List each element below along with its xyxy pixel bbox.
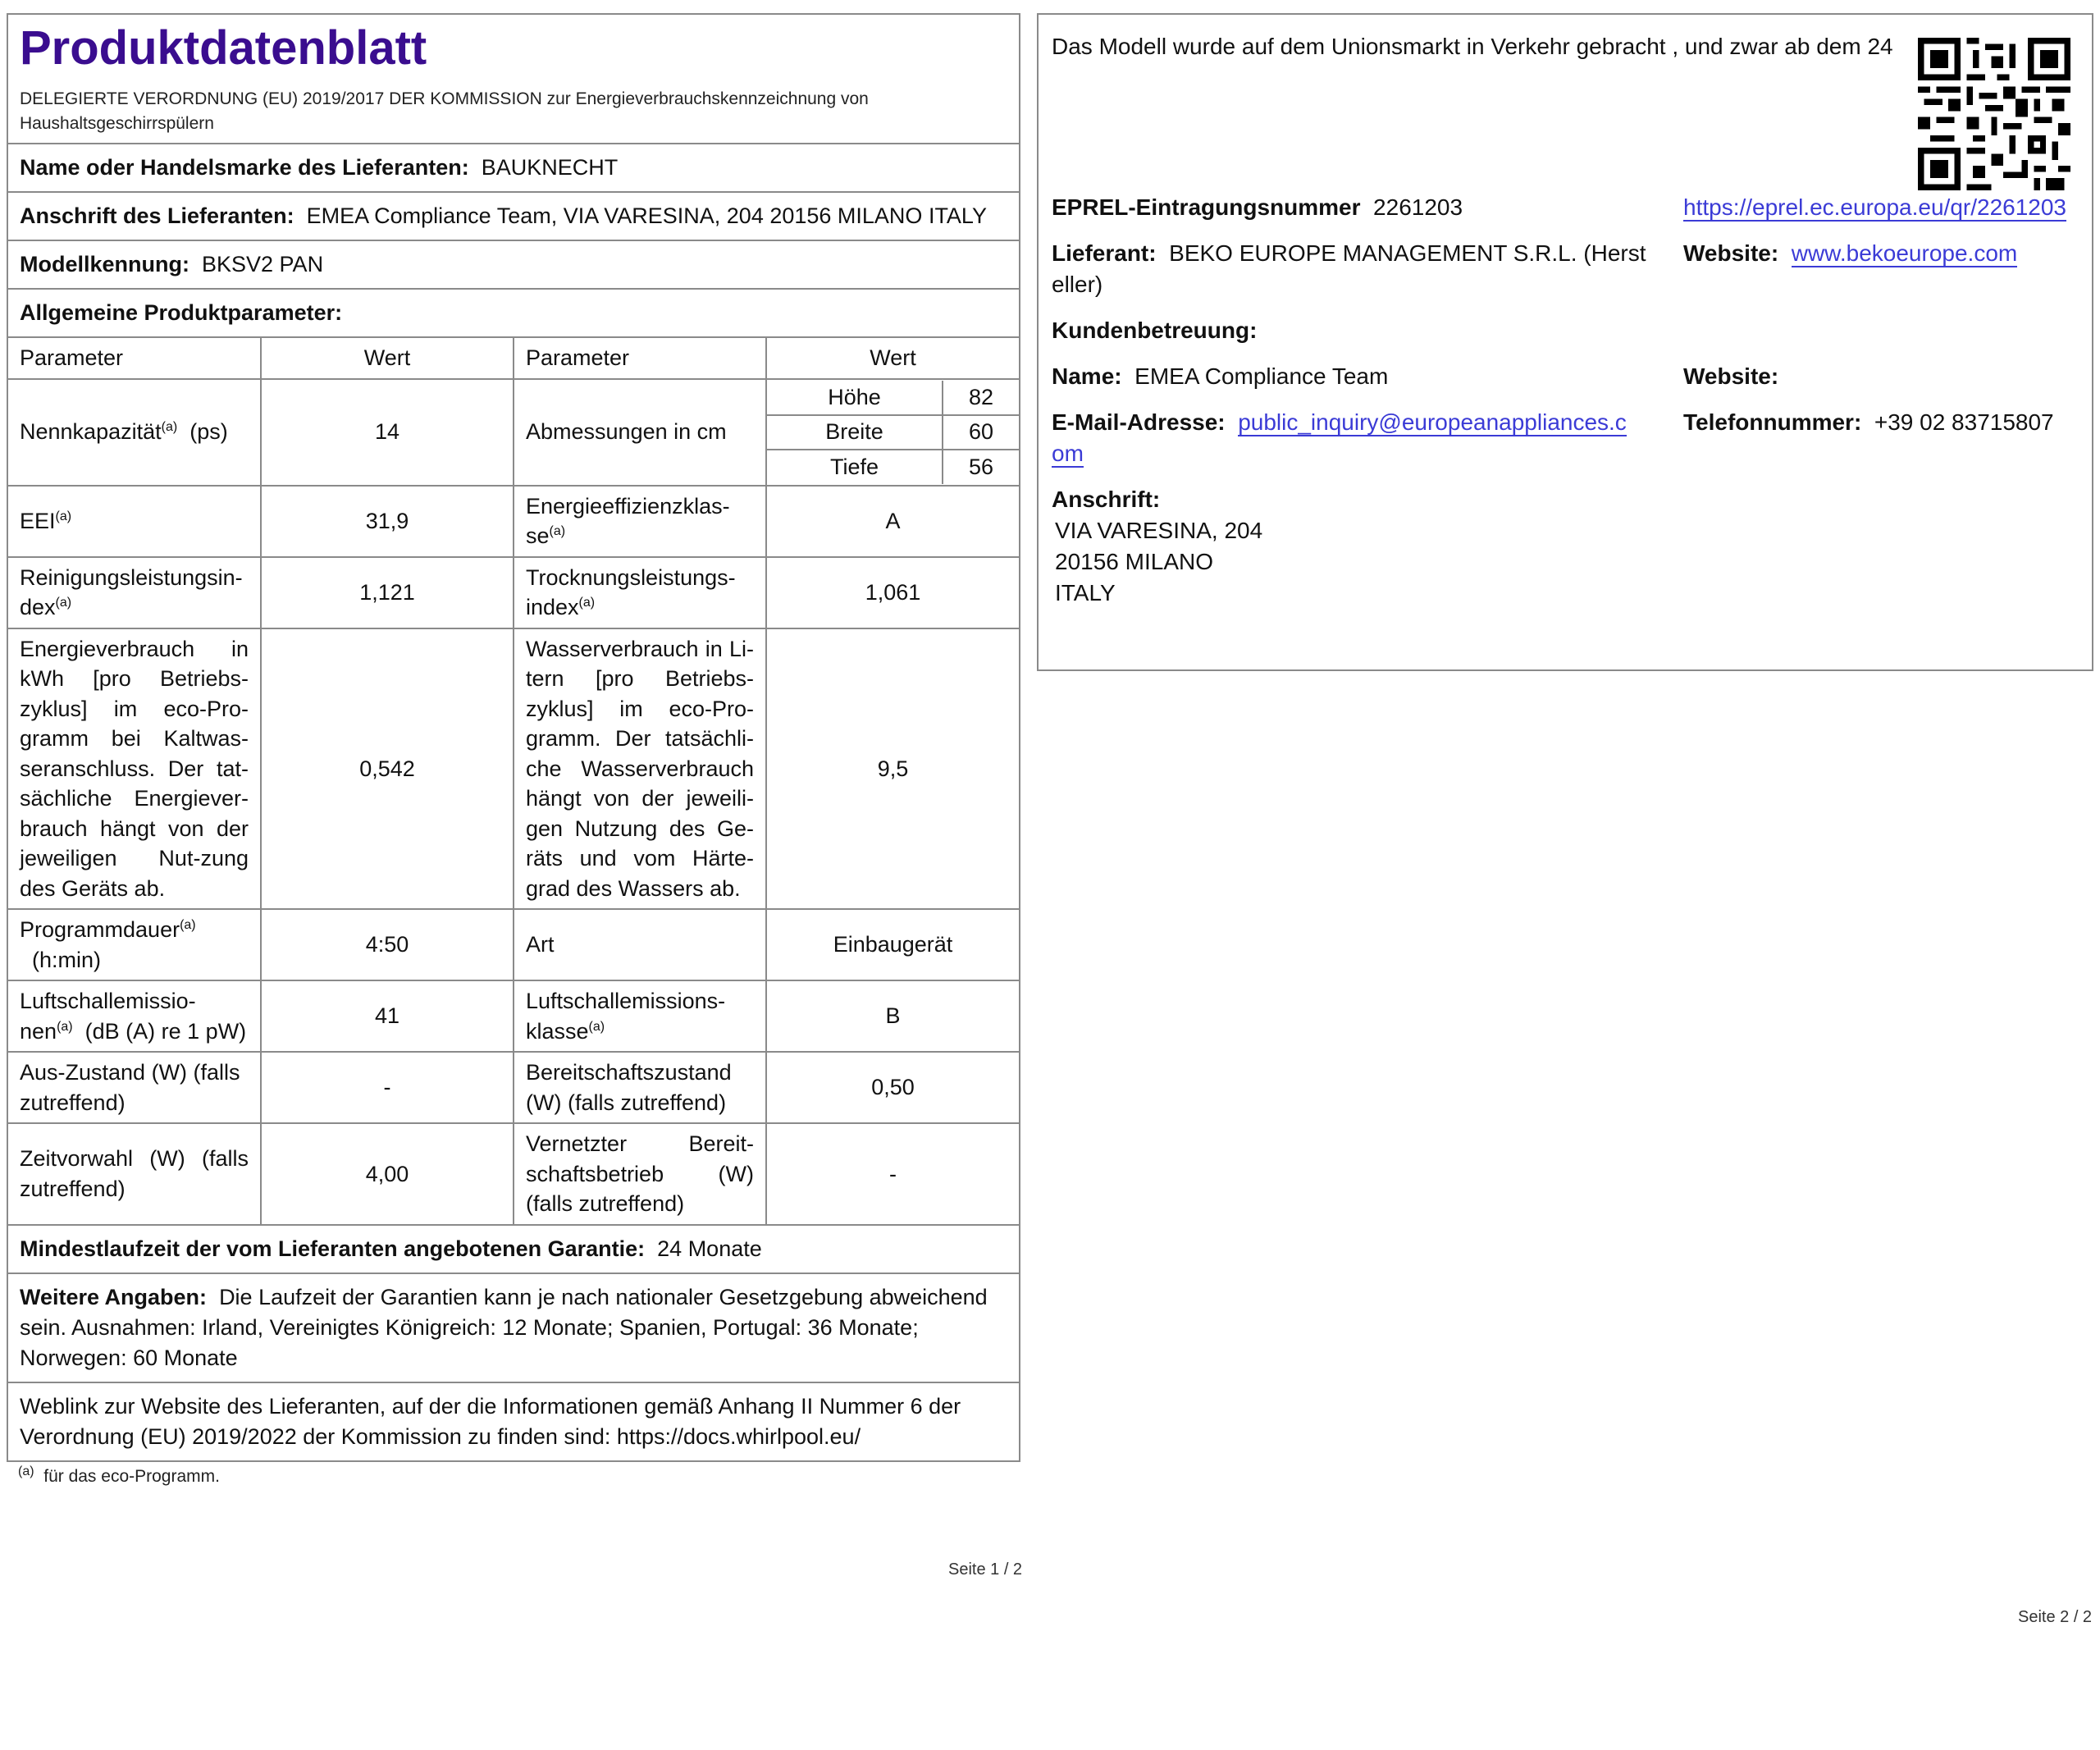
supplier-address-row — [8, 193, 1019, 241]
garantie-row — [8, 1226, 1019, 1274]
kundenbetreuung-label: Kundenbetreuung: — [1052, 318, 1258, 343]
email-row — [1052, 407, 2079, 469]
nennkapazitaet-label: Nennkapazität$^{(a)}$ (ps) — [8, 379, 261, 486]
eprel-row — [1052, 192, 2079, 223]
bereitschaft-value: 0,50 — [766, 1052, 1019, 1123]
reinigung-value: 1,121 — [261, 557, 514, 628]
eprel-info-box — [1037, 13, 2093, 671]
anschrift-line-1: VIA VARESINA, 204 — [1055, 518, 1263, 543]
lieferant-row — [1052, 238, 2079, 300]
weitere-text: Die Laufzeit der Garantien kann je nach nationaler Gesetzgebung abweichend sein. Ausnahmen: Irland, Vereinigtes Königreich: 12 Monate; Spanien, Portugal: 36 Monate; Norwegen: 60 Monate — [20, 1284, 988, 1370]
weitere-angaben-row — [8, 1274, 1019, 1383]
header-wert-1: Wert — [261, 338, 514, 379]
luftschall-klasse-label: Luftschallemissions-klasse$^{(a)}$ — [514, 980, 766, 1052]
telefon-label: Telefonnummer: — [1683, 409, 1862, 435]
supplier-name-row — [8, 144, 1019, 193]
eprel-label: EPREL-Eintragungsnummer — [1052, 194, 1361, 220]
general-params-label: Allgemeine Produktparameter: — [8, 290, 1019, 338]
table-row — [8, 379, 1019, 486]
eei-value: 31,9 — [261, 486, 514, 557]
luftschall-klasse-value: B — [766, 980, 1019, 1052]
name-value: EMEA Compliance Team — [1134, 363, 1389, 389]
table-row — [8, 909, 1019, 980]
zeitvorwahl-label: Zeitvorwahl (W) (falls zutreffend) — [8, 1123, 261, 1224]
model-id: BKSV2 PAN — [202, 252, 324, 276]
art-label: Art — [514, 909, 766, 980]
zeitvorwahl-value: 4,00 — [261, 1123, 514, 1224]
abmessungen-label: Abmessungen in cm — [514, 379, 766, 486]
model-label: Modellkennung: — [20, 252, 189, 276]
dim-breite-label: Breite — [767, 415, 943, 450]
footnote: $^{(a)}$ für das eco-Programm. — [18, 1464, 220, 1486]
eprel-link[interactable]: https://eprel.ec.europa.eu/qr/2261203 — [1683, 194, 2067, 220]
page-1 — [7, 13, 1020, 1487]
dimensions-table — [767, 381, 1019, 484]
dim-hoehe-value: 82 — [943, 381, 1019, 415]
eei-label: EEI$^{(a)}$ — [8, 486, 261, 557]
nennkapazitaet-value: 14 — [261, 379, 514, 486]
params-table-wrap — [8, 338, 1019, 1226]
table-row — [8, 980, 1019, 1052]
energieverbrauch-value: 0,542 — [261, 628, 514, 910]
luftschall-value: 41 — [261, 980, 514, 1052]
trocknung-label: Trocknungsleistungs-index$^{(a)}$ — [514, 557, 766, 628]
product-datasheet — [7, 13, 1020, 1462]
eff-klasse-label: Energieeffizienzklas-$se^{(a)}$ — [514, 486, 766, 557]
trocknung-value: 1,061 — [766, 557, 1019, 628]
programmdauer-label: Programmdauer$^{(a)}$ (h:min) — [8, 909, 261, 980]
energieverbrauch-label: Energieverbrauch in kWh [pro Betriebs-zyklus] im eco-Pro-gramm bei Kaltwas-seranschluss. Der tat-sächliche Energiever-brauch hängt von der jeweiligen Nut-zung des Geräts ab. — [8, 628, 261, 910]
lieferant-label: Lieferant: — [1052, 240, 1157, 266]
eprel-number: 2261203 — [1373, 194, 1463, 220]
garantie-label: Mindestlaufzeit der vom Lieferanten angebotenen Garantie: — [20, 1236, 646, 1261]
dim-breite-value: 60 — [943, 415, 1019, 450]
aus-zustand-value: - — [261, 1052, 514, 1123]
telefon-value: +39 02 83715807 — [1874, 409, 2054, 435]
name-row — [1052, 361, 2079, 392]
lieferant-value: BEKO EUROPE MANAGEMENT S.R.L. (Hersteller) — [1052, 240, 1646, 297]
table-row — [8, 1123, 1019, 1224]
vernetzt-label: Vernetzter Bereit-schaftsbetrieb (W) (falls zutreffend) — [514, 1123, 766, 1224]
art-value: Einbaugerät — [766, 909, 1019, 980]
email-label: E-Mail-Adresse: — [1052, 409, 1226, 435]
qr-code-icon — [1918, 38, 2070, 190]
dim-tiefe-value: 56 — [969, 454, 994, 479]
regulation-text: DELEGIERTE VERORDNUNG (EU) 2019/2017 DER KOMMISSION zur Energieverbrauchskennzeichnung von Haushaltsgeschirrspülern — [20, 89, 869, 133]
table-header-row — [8, 338, 1019, 379]
header-section — [8, 15, 1019, 144]
programmdauer-value: 4:50 — [261, 909, 514, 980]
page-number-2: Seite 2 / 2 — [2018, 1608, 2093, 1626]
table-row — [8, 557, 1019, 628]
aus-zustand-label: Aus-Zustand (W) (falls zutreffend) — [8, 1052, 261, 1123]
website-link[interactable]: www.bekoeurope.com — [1791, 240, 2018, 266]
supplier-name-label: Name oder Handelsmarke des Lieferanten: — [20, 155, 469, 180]
model-row — [8, 241, 1019, 290]
reinigung-label: Reinigungsleistungsin-dex$^{(a)}$ — [8, 557, 261, 628]
market-text: Das Modell wurde auf dem Unionsmarkt in Verkehr gebracht , und zwar ab dem 24 — [1052, 34, 1893, 59]
page-title: Produktdatenblatt — [20, 21, 427, 75]
header-wert-2: Wert — [766, 338, 1019, 379]
supplier-name: BAUKNECHT — [481, 155, 619, 180]
weitere-label: Weitere Angaben: — [20, 1284, 208, 1309]
params-table — [8, 338, 1019, 1224]
name-label: Name: — [1052, 363, 1122, 389]
wasserverbrauch-value: 9,5 — [766, 628, 1019, 910]
email-link[interactable]: public_inquiry@europeanappliances.com — [1052, 409, 1627, 466]
table-row — [8, 1052, 1019, 1123]
anschrift-label: Anschrift: — [1052, 487, 1161, 512]
header-parameter-1: Parameter — [8, 338, 261, 379]
anschrift-line-2: 20156 MILANO — [1055, 549, 1213, 574]
table-row — [8, 628, 1019, 910]
website2-label: Website: — [1683, 363, 1779, 389]
dim-hoehe-label: Höhe — [767, 381, 943, 415]
supplier-address: EMEA Compliance Team, VIA VARESINA, 204 20156 MILANO ITALY — [306, 203, 987, 228]
abmessungen-values — [766, 379, 1019, 486]
page-2 — [1037, 13, 2093, 671]
header-parameter-2: Parameter — [514, 338, 766, 379]
anschrift-line-3: ITALY — [1055, 580, 1116, 605]
weblink-row: Weblink zur Website des Lieferanten, auf der die Informationen gemäß Anhang II Nummer 6 der Verordnung (EU) 2019/2022 der Kommission zu finden sind: https://docs.whirlpool.eu/ — [20, 1393, 961, 1449]
luftschall-label: Luftschallemissio-nen$^{(a)}$ (dB (A) re 1 pW) — [8, 980, 261, 1052]
page-number-1: Seite 1 / 2 — [948, 1560, 1023, 1579]
eff-klasse-value: A — [766, 486, 1019, 557]
dim-tiefe-label: Tiefe — [767, 450, 943, 484]
supplier-address-label: Anschrift des Lieferanten: — [20, 203, 294, 228]
table-row — [8, 486, 1019, 557]
garantie-value: 24 Monate — [657, 1236, 762, 1261]
bereitschaft-label: Bereitschaftszustand (W) (falls zutreffend) — [514, 1052, 766, 1123]
vernetzt-value: - — [766, 1123, 1019, 1224]
website-label: Website: — [1683, 240, 1779, 266]
wasserverbrauch-label: Wasserverbrauch in Li-tern [pro Betriebs-zyklus] im eco-Pro-gramm. Der tatsächli-che Wasserverbrauch hängt von der jeweili-gen Nutzung des Ge-räts und vom Härte-grad des Wassers ab. — [514, 628, 766, 910]
